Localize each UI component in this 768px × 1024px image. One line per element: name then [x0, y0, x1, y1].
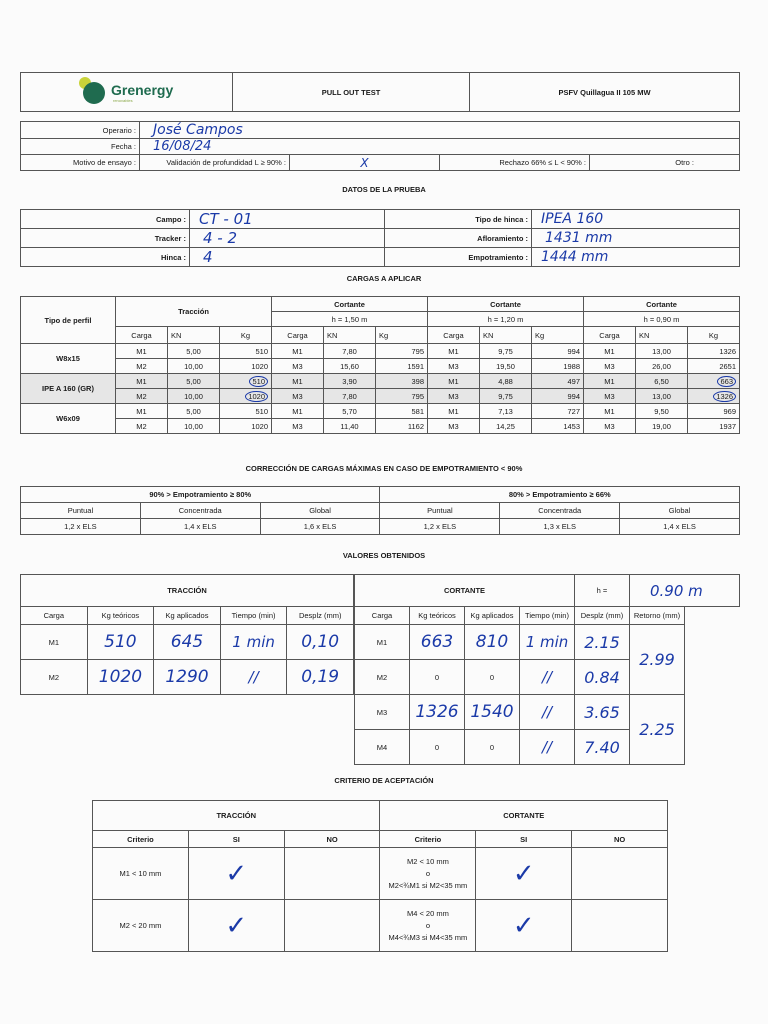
tiempo-cell: //	[220, 660, 287, 695]
global-header: Global	[260, 503, 380, 519]
carga-col: Carga	[116, 327, 168, 344]
logo-circle-icon	[83, 82, 105, 104]
criterio-traccion-1: M1 < 10 mm	[93, 848, 189, 900]
datos-title: DATOS DE LA PRUEBA	[342, 185, 426, 194]
kg-teoricos-cell: 510	[87, 625, 154, 660]
tiempo-cell: //	[520, 730, 575, 765]
empotramiento-value: 1444 mm	[532, 248, 740, 267]
cargas-cell: M1	[428, 344, 480, 359]
cargas-cell: 727	[532, 404, 584, 419]
valores-traccion-header: TRACCIÓN	[21, 575, 354, 607]
cargas-cell: M1	[272, 344, 324, 359]
cargas-cell: 510	[220, 404, 272, 419]
kg-teoricos-col: Kg teóricos	[87, 607, 154, 625]
brand-name: Grenergy	[111, 82, 174, 98]
cargas-cell: 5,00	[168, 404, 220, 419]
cargas-cell: 9,50	[636, 404, 688, 419]
kg-col: Kg	[532, 327, 584, 344]
cargas-cell: 510	[220, 344, 272, 359]
cargas-cell: 26,00	[636, 359, 688, 374]
cargas-row	[21, 374, 740, 389]
cargas-cell	[688, 389, 740, 404]
carga-cell: M1	[355, 625, 410, 660]
cargas-cell: 497	[532, 374, 584, 389]
cargas-cell: 10,00	[168, 419, 220, 434]
cargas-cell: M1	[428, 404, 480, 419]
h-label: h =	[575, 575, 630, 607]
cargas-cell: M3	[428, 419, 480, 434]
cargas-cell: 994	[532, 389, 584, 404]
cargas-cell: 3,90	[324, 374, 376, 389]
cargas-cell: M1	[116, 374, 168, 389]
cortante-header-2: Cortante	[428, 297, 584, 312]
cargas-cell: 10,00	[168, 359, 220, 374]
cargas-cell: 5,00	[168, 374, 220, 389]
project-name: PSFV Quillagua II 105 MW	[470, 73, 740, 112]
kg-col: Kg	[376, 327, 428, 344]
criterio-traccion-header: TRACCIÓN	[93, 801, 380, 831]
tipo-hinca-label: Tipo de hinca :	[385, 210, 532, 229]
carga-col: Carga	[272, 327, 324, 344]
cargas-cell: 1937	[688, 419, 740, 434]
valores-cortante-row	[355, 625, 740, 660]
carga-col: Carga	[428, 327, 480, 344]
criterio-traccion-2: M2 < 20 mm	[93, 900, 189, 952]
cargas-cell: M1	[428, 374, 480, 389]
cargas-cell: 11,40	[324, 419, 376, 434]
motivo-label: Motivo de ensayo :	[21, 155, 140, 171]
no-cell	[284, 900, 380, 952]
logo-cell	[21, 73, 233, 112]
cargas-cell: 9,75	[480, 344, 532, 359]
cargas-cell	[220, 374, 272, 389]
correccion-group-1: 90% > Empotramiento ≥ 80%	[21, 487, 380, 503]
cargas-cell: M1	[272, 404, 324, 419]
cargas-cell: M3	[272, 389, 324, 404]
validacion-mark: X	[290, 155, 440, 171]
cargas-cell: M3	[584, 389, 636, 404]
afloramiento-label: Afloramiento :	[385, 229, 532, 248]
afloramiento-value: 1431 mm	[532, 229, 740, 248]
carga-col: Carga	[355, 607, 410, 625]
kg-teoricos-cell: 0	[410, 730, 465, 765]
correccion-title: CORRECCIÓN DE CARGAS MÁXIMAS EN CASO DE EMPOTRAMIENTO < 90%	[245, 464, 523, 473]
cargas-cell: 1326	[688, 344, 740, 359]
si-col: SI	[476, 831, 572, 848]
no-cell	[284, 848, 380, 900]
cargas-row	[21, 389, 740, 404]
cargas-table	[20, 296, 740, 434]
validacion-label: Validación de profundidad L ≥ 90% :	[140, 155, 290, 171]
criterio-cortante-header: CORTANTE	[380, 801, 668, 831]
check-icon: ✓	[476, 900, 572, 952]
desplz-cell: 3.65	[575, 695, 630, 730]
kg-aplicados-cell: 0	[465, 730, 520, 765]
rechazo-label: Rechazo 66% ≤ L < 90% :	[440, 155, 590, 171]
cargas-cell: 581	[376, 404, 428, 419]
retorno-cell: 2.99	[630, 625, 685, 695]
concentrada-header: Concentrada	[140, 503, 260, 519]
valores-traccion-row	[21, 660, 354, 695]
si-col: SI	[188, 831, 284, 848]
cargas-cell: 15,60	[324, 359, 376, 374]
tiempo-cell: 1 min	[520, 625, 575, 660]
cargas-cell: 5,70	[324, 404, 376, 419]
cargas-cell: M1	[584, 374, 636, 389]
otro-label: Otro :	[590, 155, 740, 171]
valores-title: VALORES OBTENIDOS	[342, 551, 426, 560]
desplz-col: Desplz (mm)	[287, 607, 354, 625]
carga-cell: M2	[21, 660, 88, 695]
kg-col: Kg	[688, 327, 740, 344]
cargas-cell: 1453	[532, 419, 584, 434]
kn-col: KN	[480, 327, 532, 344]
kg-col: Kg	[220, 327, 272, 344]
cargas-cell: M1	[584, 344, 636, 359]
valores-cortante-row	[355, 695, 740, 730]
h-value: 0.90 m	[630, 575, 740, 607]
cortante-header-3: Cortante	[584, 297, 740, 312]
brand-sub: renovables	[113, 98, 133, 103]
kn-col: KN	[324, 327, 376, 344]
no-col: NO	[284, 831, 380, 848]
cargas-cell: M3	[272, 419, 324, 434]
header-table	[20, 72, 740, 112]
operario-label: Operario :	[21, 122, 140, 139]
cargas-cell: M1	[272, 374, 324, 389]
kn-col: KN	[168, 327, 220, 344]
operator-table	[20, 121, 740, 171]
carga-cell: M4	[355, 730, 410, 765]
kg-aplicados-cell: 1290	[154, 660, 221, 695]
criterio-col: Criterio	[93, 831, 189, 848]
kg-aplicados-cell: 0	[465, 660, 520, 695]
cargas-cell: M3	[272, 359, 324, 374]
kg-aplicados-cell: 1540	[465, 695, 520, 730]
carga-col: Carga	[21, 607, 88, 625]
hinca-label: Hinca :	[21, 248, 190, 267]
h-header-3: h = 0,90 m	[584, 312, 740, 327]
correccion-value: 1,4 x ELS	[620, 519, 740, 535]
desplz-cell: 0,10	[287, 625, 354, 660]
cargas-cell: M1	[584, 404, 636, 419]
tipo-perfil-header: Tipo de perfil	[21, 297, 116, 344]
tiempo-cell: //	[520, 660, 575, 695]
no-cell	[572, 848, 668, 900]
correccion-value: 1,2 x ELS	[21, 519, 141, 535]
check-icon: ✓	[476, 848, 572, 900]
desplz-cell: 0,19	[287, 660, 354, 695]
no-cell	[572, 900, 668, 952]
tracker-label: Tracker :	[21, 229, 190, 248]
kg-teoricos-cell: 1020	[87, 660, 154, 695]
cargas-cell: 5,00	[168, 344, 220, 359]
cargas-cell	[688, 374, 740, 389]
kg-teoricos-cell: 1326	[410, 695, 465, 730]
cargas-cell: 7,80	[324, 344, 376, 359]
correccion-value: 1,3 x ELS	[500, 519, 620, 535]
cargas-cell: 969	[688, 404, 740, 419]
datos-table	[20, 209, 740, 267]
operario-value: José Campos	[140, 122, 740, 139]
kg-aplicados-col: Kg aplicados	[154, 607, 221, 625]
carga-cell: M3	[355, 695, 410, 730]
desplz-cell: 0.84	[575, 660, 630, 695]
global-header: Global	[620, 503, 740, 519]
puntual-header: Puntual	[380, 503, 500, 519]
kg-aplicados-cell: 810	[465, 625, 520, 660]
kg-aplicados-cell: 645	[154, 625, 221, 660]
criterio-cortante-2: M4 < 20 mm o M4<¾M3 si M4<35 mm	[380, 900, 476, 952]
tiempo-col: Tiempo (min)	[220, 607, 287, 625]
kg-teoricos-cell: 0	[410, 660, 465, 695]
perfil-cell: IPE A 160 (GR)	[21, 374, 116, 404]
cargas-cell: M3	[428, 359, 480, 374]
h-header-2: h = 1,20 m	[428, 312, 584, 327]
kn-col: KN	[636, 327, 688, 344]
correccion-value: 1,6 x ELS	[260, 519, 380, 535]
cargas-cell: M1	[116, 344, 168, 359]
criterio-cortante-1: M2 < 10 mm o M2<¾M1 si M2<35 mm	[380, 848, 476, 900]
cargas-cell: 13,00	[636, 389, 688, 404]
cargas-cell: 19,00	[636, 419, 688, 434]
kg-teoricos-col: Kg teóricos	[410, 607, 465, 625]
correccion-group-2: 80% > Empotramiento ≥ 66%	[380, 487, 740, 503]
tipo-hinca-value: IPEA 160	[532, 210, 740, 229]
cargas-cell: 9,75	[480, 389, 532, 404]
traccion-header: Tracción	[116, 297, 272, 327]
tiempo-cell: 1 min	[220, 625, 287, 660]
cargas-cell: 795	[376, 389, 428, 404]
cargas-cell: M1	[116, 404, 168, 419]
circled-value: 663	[717, 376, 736, 387]
retorno-cell: 2.25	[630, 695, 685, 765]
campo-value: CT - 01	[190, 210, 385, 229]
valores-cortante-header: CORTANTE	[355, 575, 575, 607]
empotramiento-label: Empotramiento :	[385, 248, 532, 267]
cargas-cell: 14,25	[480, 419, 532, 434]
cargas-cell: 4,88	[480, 374, 532, 389]
no-col: NO	[572, 831, 668, 848]
correccion-value: 1,4 x ELS	[140, 519, 260, 535]
cargas-row	[21, 359, 740, 374]
cargas-cell: 7,80	[324, 389, 376, 404]
kg-aplicados-col: Kg aplicados	[465, 607, 520, 625]
cargas-cell: 19,50	[480, 359, 532, 374]
hinca-value: 4	[190, 248, 385, 267]
cargas-cell: 7,13	[480, 404, 532, 419]
carga-cell: M2	[355, 660, 410, 695]
correccion-value: 1,2 x ELS	[380, 519, 500, 535]
criterio-table	[92, 800, 668, 952]
cortante-header-1: Cortante	[272, 297, 428, 312]
cargas-title: CARGAS A APLICAR	[346, 274, 422, 283]
valores-traccion-row	[21, 625, 354, 660]
cargas-cell: 13,00	[636, 344, 688, 359]
correccion-table	[20, 486, 740, 535]
check-icon: ✓	[188, 900, 284, 952]
form-title: PULL OUT TEST	[233, 73, 470, 112]
cargas-cell: 795	[376, 344, 428, 359]
cargas-cell: 398	[376, 374, 428, 389]
desplz-cell: 2.15	[575, 625, 630, 660]
carga-cell: M1	[21, 625, 88, 660]
criterio-title: CRITERIO DE ACEPTACIÓN	[334, 776, 434, 785]
cargas-cell: 1020	[220, 359, 272, 374]
cargas-cell: M2	[116, 419, 168, 434]
criterio-col: Criterio	[380, 831, 476, 848]
concentrada-header: Concentrada	[500, 503, 620, 519]
circled-value: 510	[249, 376, 268, 387]
cargas-cell: 994	[532, 344, 584, 359]
valores-cortante-table	[354, 574, 740, 765]
circled-value: 1326	[713, 391, 736, 402]
cargas-cell: M3	[584, 359, 636, 374]
carga-col: Carga	[584, 327, 636, 344]
cargas-cell: 6,50	[636, 374, 688, 389]
fecha-label: Fecha :	[21, 139, 140, 155]
kg-teoricos-cell: 663	[410, 625, 465, 660]
check-icon: ✓	[188, 848, 284, 900]
cargas-cell: 10,00	[168, 389, 220, 404]
cargas-row	[21, 419, 740, 434]
circled-value: 1020	[245, 391, 268, 402]
tiempo-col: Tiempo (min)	[520, 607, 575, 625]
cargas-row	[21, 404, 740, 419]
desplz-col: Desplz (mm)	[575, 607, 630, 625]
perfil-cell: W6x09	[21, 404, 116, 434]
cargas-cell: M2	[116, 359, 168, 374]
tiempo-cell: //	[520, 695, 575, 730]
valores-traccion-table	[20, 574, 354, 695]
cargas-row	[21, 344, 740, 359]
h-header-1: h = 1,50 m	[272, 312, 428, 327]
cargas-cell: 2651	[688, 359, 740, 374]
cargas-cell	[220, 389, 272, 404]
fecha-value: 16/08/24	[140, 139, 740, 155]
cargas-cell: M2	[116, 389, 168, 404]
cargas-cell: 1020	[220, 419, 272, 434]
cargas-cell: M3	[428, 389, 480, 404]
cargas-cell: 1591	[376, 359, 428, 374]
perfil-cell: W8x15	[21, 344, 116, 374]
cargas-cell: M3	[584, 419, 636, 434]
cargas-cell: 1988	[532, 359, 584, 374]
retorno-col: Retorno (mm)	[630, 607, 685, 625]
campo-label: Campo :	[21, 210, 190, 229]
desplz-cell: 7.40	[575, 730, 630, 765]
cargas-cell: 1162	[376, 419, 428, 434]
tracker-value: 4 - 2	[190, 229, 385, 248]
puntual-header: Puntual	[21, 503, 141, 519]
